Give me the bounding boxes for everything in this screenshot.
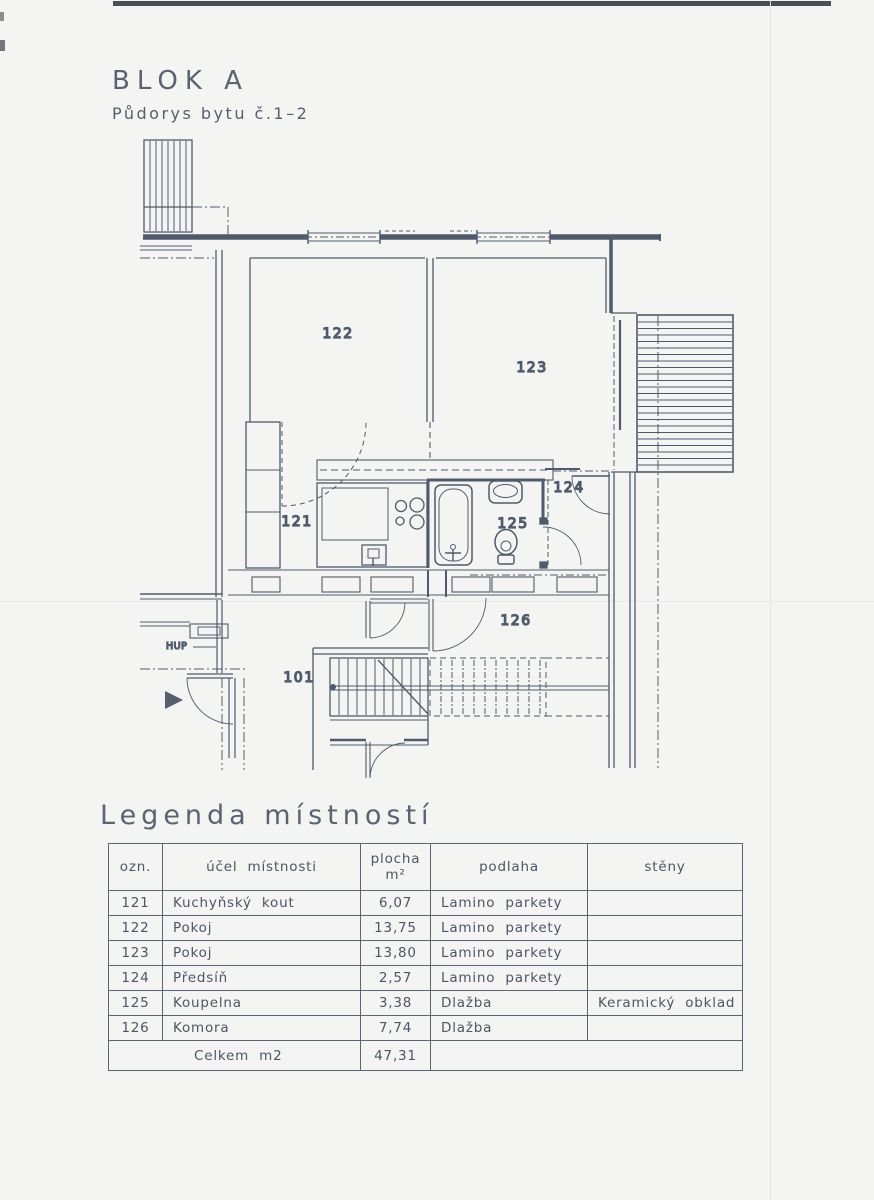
stairs-upper-flight-hidden — [430, 658, 609, 716]
cell-podlaha: Lamino parkety — [431, 916, 588, 941]
table-row — [109, 916, 743, 941]
cell-ozn: 124 — [109, 966, 163, 991]
cell-ucel: Koupelna — [163, 991, 361, 1016]
stove — [396, 498, 425, 529]
cell-plocha: 13,80 — [361, 941, 431, 966]
balcony-right — [637, 315, 733, 472]
cell-steny — [588, 966, 743, 991]
upper-cabinet-strip — [317, 460, 553, 480]
cell-plocha: 3,38 — [361, 991, 431, 1016]
cell-ucel: Předsíň — [163, 966, 361, 991]
cell-plocha: 7,74 — [361, 1016, 431, 1041]
legend-table — [108, 843, 743, 1071]
cell-podlaha: Lamino parkety — [431, 966, 588, 991]
cell-ucel: Pokoj — [163, 941, 361, 966]
col-plocha — [361, 844, 431, 891]
hup-label: HUP — [166, 641, 188, 652]
col-ozn: ozn. — [109, 844, 163, 891]
entrance-arrow-icon — [165, 691, 183, 709]
cell-podlaha: Dlažba — [431, 991, 588, 1016]
table-row — [109, 1016, 743, 1041]
wall-left — [140, 246, 222, 597]
cell-steny — [588, 1016, 743, 1041]
col-plocha-line1: plocha — [370, 851, 421, 867]
table-row — [109, 991, 743, 1016]
entrance-walls — [140, 594, 235, 758]
cell-podlaha: Dlažba — [431, 1016, 588, 1041]
window-room123 — [473, 230, 554, 244]
col-ucel: účel místnosti — [163, 844, 361, 891]
wall-right-lower — [609, 316, 658, 768]
balcony-door — [611, 313, 637, 472]
door-swing-122-121 — [282, 422, 366, 506]
door-121-126 — [370, 598, 486, 651]
cell-plocha: 6,07 — [361, 891, 431, 916]
table-row — [109, 966, 743, 991]
kitchen-wardrobe — [246, 422, 280, 568]
room-label-125: 125 — [497, 516, 529, 532]
cell-podlaha: Lamino parkety — [431, 891, 588, 916]
window-band-south — [228, 570, 609, 597]
cell-total-label: Celkem m2 — [109, 1041, 361, 1071]
table-row — [109, 891, 743, 916]
cell-ozn: 126 — [109, 1016, 163, 1041]
wall-top — [143, 234, 660, 241]
kitchen-sink — [362, 545, 386, 566]
cell-ozn: 123 — [109, 941, 163, 966]
washbasin — [489, 481, 522, 503]
col-plocha-line2: m² — [385, 867, 406, 883]
cell-ozn: 125 — [109, 991, 163, 1016]
col-steny: stěny — [588, 844, 743, 891]
legend-header-row — [109, 844, 743, 891]
cell-ozn: 121 — [109, 891, 163, 916]
entrance-door — [187, 674, 233, 724]
cell-plocha: 2,57 — [361, 966, 431, 991]
table-row — [109, 941, 743, 966]
axis-line-balcony — [192, 207, 228, 234]
room-123-outline — [436, 238, 611, 313]
room-label-101: 101 — [283, 670, 315, 686]
cell-total-empty — [431, 1041, 743, 1071]
room-label-122: 122 — [322, 326, 354, 342]
balcony-top-left — [144, 140, 192, 232]
cell-ucel: Pokoj — [163, 916, 361, 941]
wall-122-123 — [427, 258, 433, 460]
cell-ozn: 122 — [109, 916, 163, 941]
cell-plocha: 13,75 — [361, 916, 431, 941]
cell-podlaha: Lamino parkety — [431, 941, 588, 966]
door-101-bottom — [366, 742, 405, 778]
room-label-123: 123 — [516, 360, 548, 376]
cell-steny: Keramický obklad — [588, 991, 743, 1016]
bathtub — [435, 485, 472, 565]
window-room122 — [304, 230, 384, 244]
cell-ucel: Kuchyňský kout — [163, 891, 361, 916]
room-label-126: 126 — [500, 613, 532, 629]
cell-steny — [588, 916, 743, 941]
room-label-124: 124 — [553, 480, 585, 496]
page-title: BLOK A — [112, 66, 249, 96]
room-label-121: 121 — [281, 514, 313, 530]
bathroom-walls — [427, 480, 547, 568]
cell-steny — [588, 891, 743, 916]
toilet — [495, 530, 517, 565]
col-podlaha: podlaha — [431, 844, 588, 891]
stairs — [330, 658, 609, 716]
table-total-row — [109, 1041, 743, 1071]
cell-steny — [588, 941, 743, 966]
door-126-101 — [366, 601, 405, 638]
cell-total-value: 47,31 — [361, 1041, 431, 1071]
legend-title: Legenda místností — [100, 800, 434, 831]
cell-ucel: Komora — [163, 1016, 361, 1041]
page-subtitle: Půdorys bytu č.1–2 — [112, 104, 310, 123]
